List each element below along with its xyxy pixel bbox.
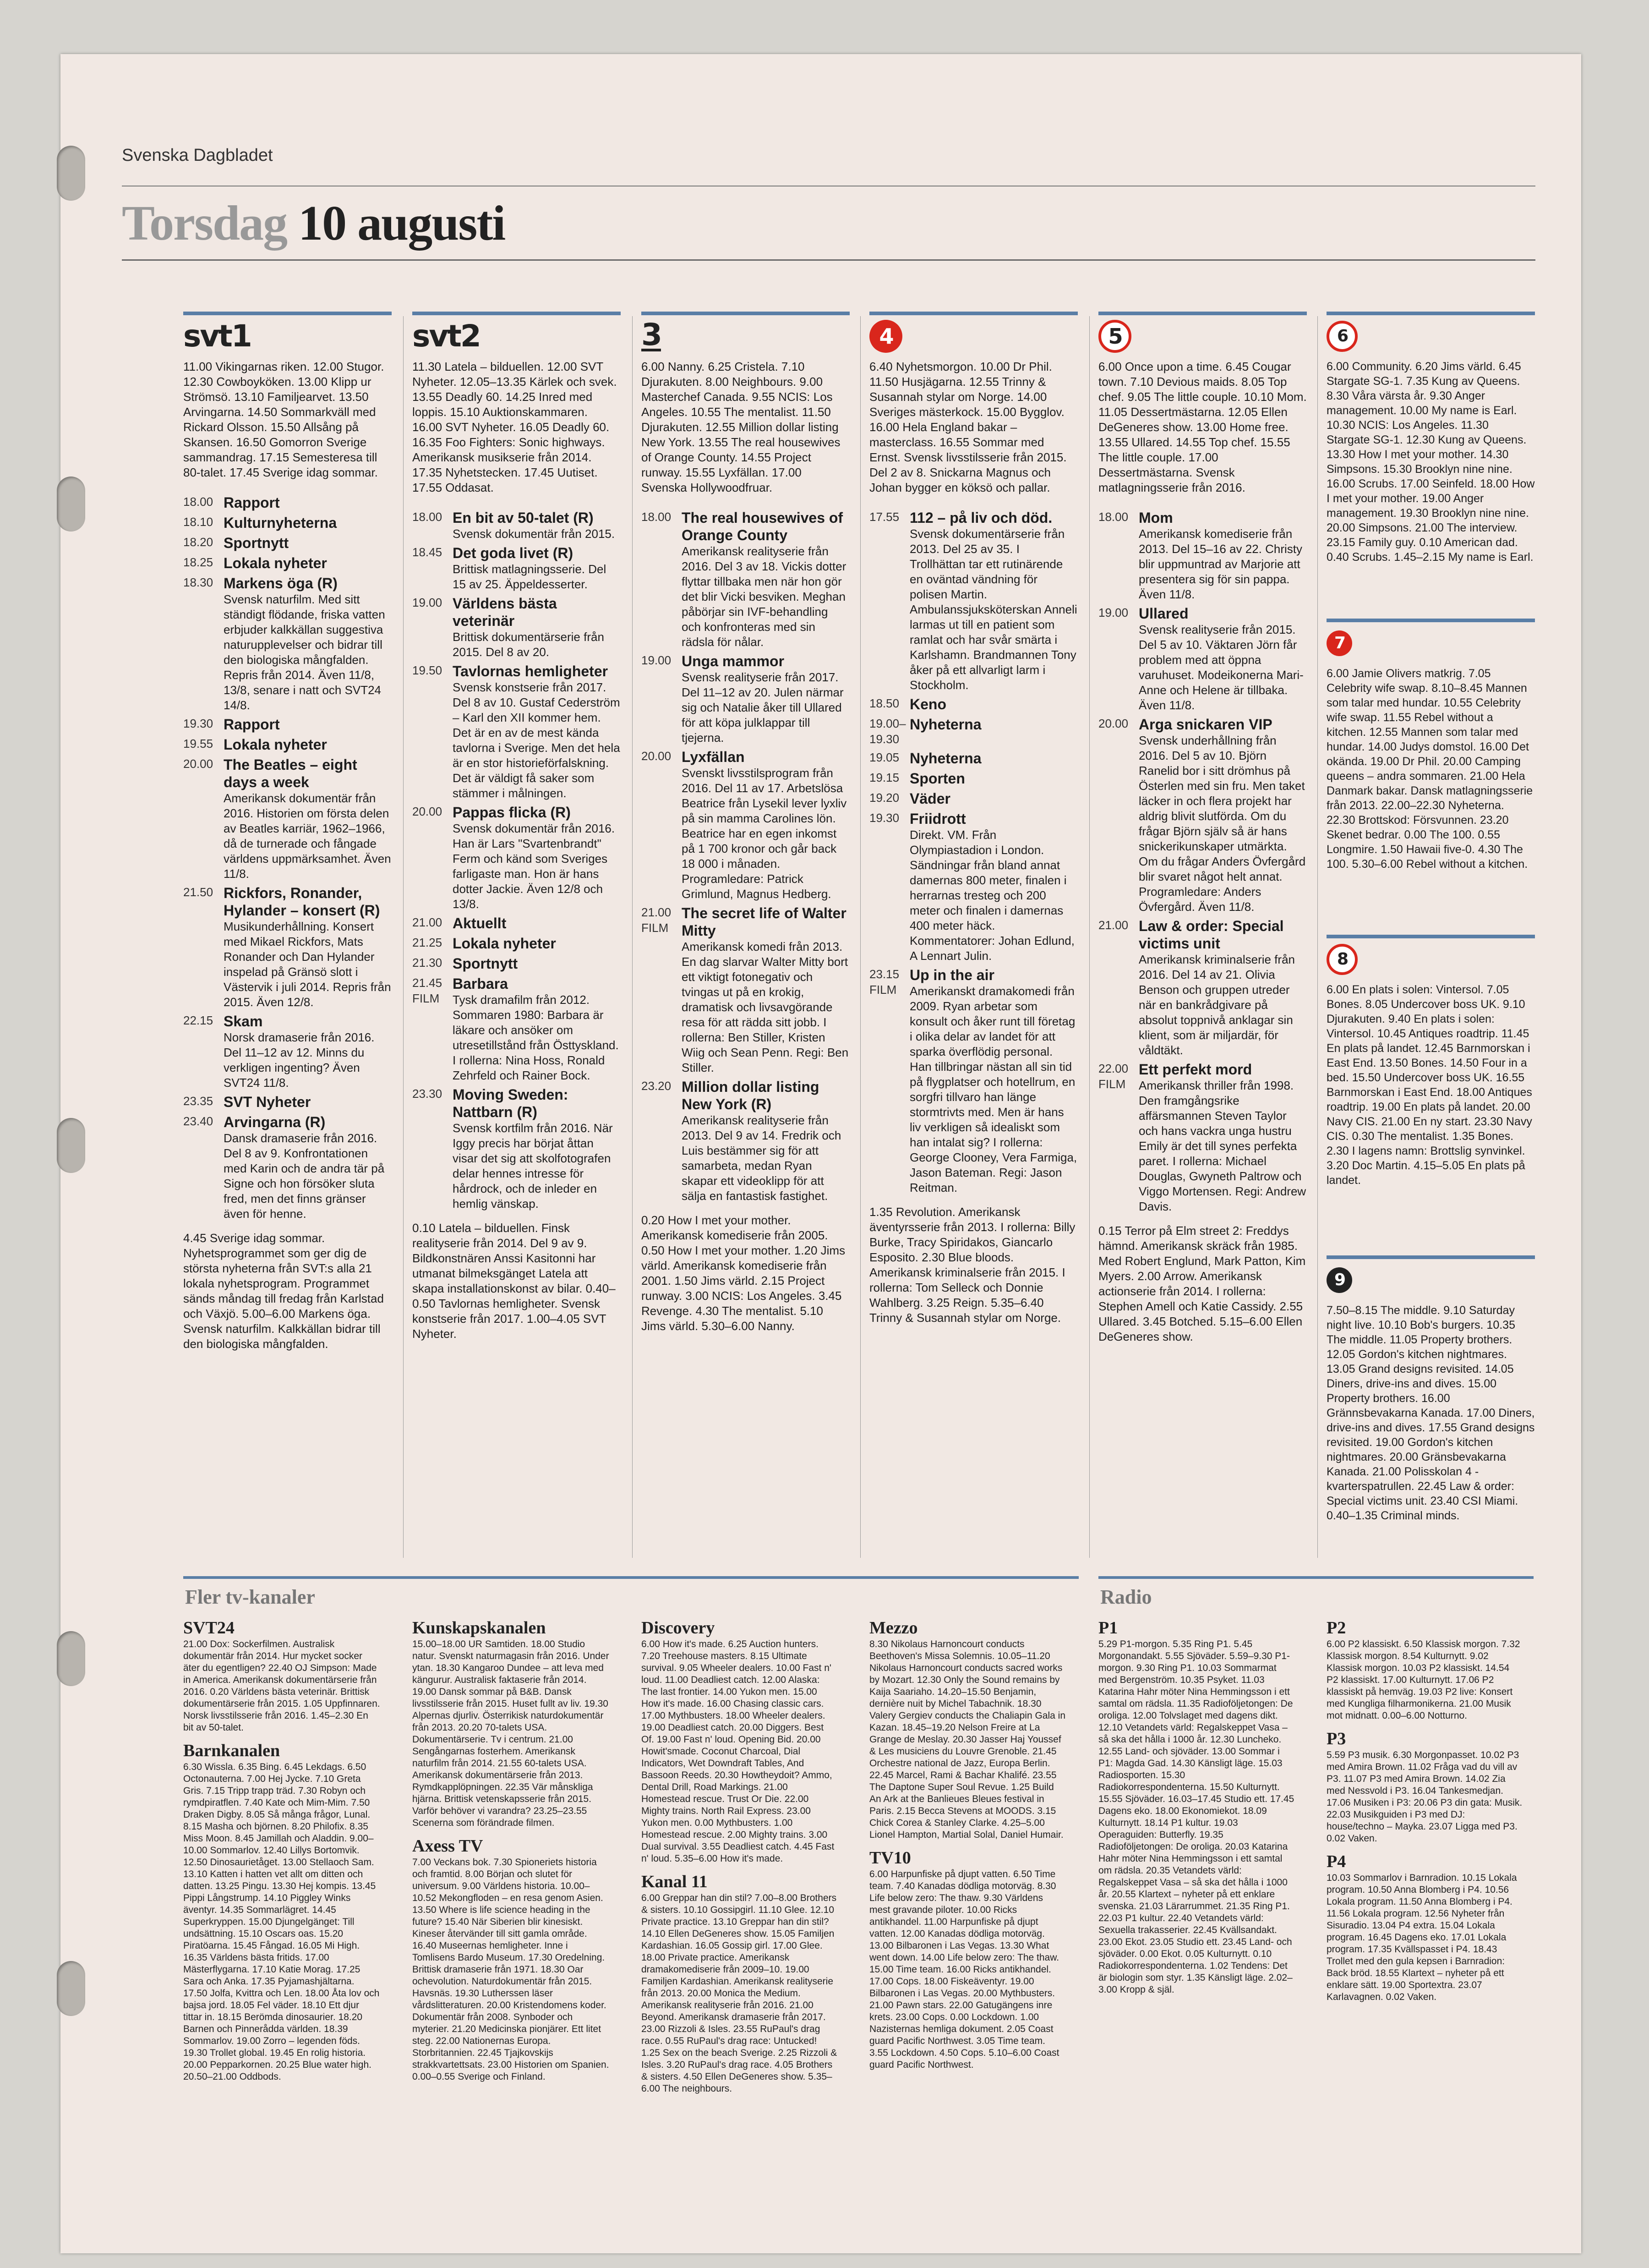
program-time: 19.30 bbox=[183, 717, 213, 730]
program-description: Musikunderhållning. Konsert med Mikael Rickfors, Mats Ronander och Dan Hylander inspelad på Gränsö slott i Västervik i juli 2014. Repris från 2015. Även 12/8. bbox=[224, 920, 391, 1009]
program-title: Nyheterna bbox=[910, 750, 982, 767]
channel-intro: 6.40 Nyhetsmorgon. 10.00 Dr Phil. 11.50 Husjägarna. 12.55 Trinny & Susannah stylar om Norge. 14.00 Sveriges mästerkock. 15.00 Bygglov. 16.00 Hela England bakar – masterclass. 16.55 Sommar med Ernst. Svensk livsstilsserie från 2015. Del 2 av 8. Snickarna Magnus och Johan bygger en köksö och pallar. bbox=[869, 360, 1067, 494]
channel-listing: 6.30 Wissla. 6.35 Bing. 6.45 Lekdags. 6.50 Octonauterna. 7.00 Hej Jycke. 7.10 Greta Gris. 7.15 Tripp trapp träd. 7.30 Robyn och rymdpiratflen. 7.40 Kate och Mim-Mim. 7.50 Draken Digby. 8.05 Så många frågor, Lunal. 8.15 Masha och björnen. 8.20 Philofix. 8.35 Miss Moon. 8.45 Jamillah och Aladdin. 9.00–10.00 Sommarlov. 12.40 Lillys Bortomvik. 12.50 Dinosaurietåget. 13.00 Stellaoch Sam. 13.10 Katten i hatten vet allt om ditten och datten. 13.25 Pingu. 13.30 Hej kompis. 13.45 Pippi Långstrump. 14.10 Piggley Winks äventyr. 14.35 Sommarlägret. 14.45 Superkryppen. 15.00 Djungelgänget: Till undsättning. 15.10 Oscars oas. 15.20 Piratöarna. 15.45 Fångad. 16.05 Mi High. 16.35 Världens bästa fritids. 17.00 Mästerflygarna. 17.10 Katie Morag. 17.25 Sara och Anka. 17.35 Pyjamashjältarna. 17.50 Jolfa, Kvittra och Len. 18.00 Åta lov och bajsa jord. 18.05 Fel väder. 18.10 Ett djur tittar in. 18.15 Berömda dinosaurier. 18.20 Barnen och Pinnerådda världen. 18.39 Sommarlov. 19.00 Zorro – legenden föds. 19.30 Trollet global. 19.45 En rolig historia. 20.00 Pepparkornen. 20.25 Blue water high. 20.50–21.00 Oddbods. bbox=[183, 1762, 380, 2082]
program-listing bbox=[641, 652, 850, 745]
program-title: Million dollar listing New York (R) bbox=[682, 1079, 819, 1112]
program-title: Pappas flicka (R) bbox=[453, 804, 571, 821]
channel-column bbox=[1327, 1255, 1535, 1537]
paper-name: Svenska Dagbladet bbox=[122, 146, 273, 165]
binder-hole bbox=[57, 1961, 85, 2016]
program-description: Amerikansk komedi från 2013. En dag slarvar Walter Mitty bort ett viktigt fotonegativ och tvingas ut på en krokig, dramatisk och livsavgörande resa för att rädda sitt jobb. I rollerna: Ben Stiller, Kristen Wiig och Sean Penn. Regi: Ben Stiller. bbox=[682, 940, 849, 1074]
page-title bbox=[122, 195, 505, 252]
program-time: 19.00 bbox=[1098, 606, 1129, 619]
channel-bar bbox=[641, 312, 850, 315]
program-listing bbox=[869, 810, 1078, 964]
program-time: 19.20 bbox=[869, 791, 900, 805]
program-description: Amerikansk kriminalserie från 2016. Del 14 av 21. Olivia Benson och gruppen utreder när en bankrådgivare på absolut toppnivå anklagar sin klient, som är miljardär, för våldtäkt. bbox=[1139, 953, 1295, 1057]
more-channels-bar bbox=[183, 1576, 1079, 1579]
channel-column bbox=[1327, 935, 1535, 1201]
program-listing bbox=[183, 534, 392, 552]
program-time: 19.00–19.30 bbox=[869, 717, 906, 746]
channel-bar bbox=[412, 312, 621, 315]
channel-logo: 3 bbox=[641, 317, 661, 352]
program-description: Svensk underhållning från 2016. Del 5 av 10. Björn Ranelid bor i sitt drömhus på Österlen med sin fru. Men taket läcker in och flera projekt har aldrig blivit slutförda. Om du frågar Björn själv så är hans snickerikunskaper utmärkta. Om du frågar Anders Övfergård blir svaret något helt annat. Programledare: Anders Övfergård. Även 11/8. bbox=[1139, 734, 1306, 914]
program-time: 18.00 bbox=[1098, 510, 1129, 524]
program-listing bbox=[412, 544, 621, 592]
binder-hole bbox=[57, 1118, 85, 1173]
channel-night-listing: 0.15 Terror på Elm street 2: Freddys hämnd. Amerikansk skräck från 1985. Med Robert Englund, Mark Patton, Kim Myers. 2.00 Arrow. Amerikansk actionserie från 2014. I rollerna: Stephen Amell och Katie Cassidy. 2.55 Ullared. 3.45 Botched. 5.15–6.00 Ellen DeGeneres show. bbox=[1098, 1224, 1306, 1343]
program-description: Svensk realityserie från 2017. Del 11–12 av 20. Julen närmar sig och Natalie åker till Ullared för att köpa julklappar till tjejerna. bbox=[682, 670, 844, 745]
program-time: 21.00 bbox=[1098, 918, 1129, 932]
program-time: 20.00 bbox=[412, 805, 442, 818]
program-description: Amerikansk komediserie från 2013. Del 15–16 av 22. Christy blir uppmuntrad av Marjorie att presentera sig för sin pappa. Även 11/8. bbox=[1139, 527, 1302, 601]
channel-bar bbox=[1327, 619, 1535, 622]
program-listing bbox=[412, 804, 621, 912]
channel-column bbox=[869, 312, 1078, 1567]
more-channels-column bbox=[183, 1618, 380, 2094]
radio-column bbox=[1327, 1618, 1523, 2014]
binder-hole bbox=[57, 146, 85, 201]
program-time: 21.45 FILM bbox=[412, 976, 442, 1005]
channel-column bbox=[1098, 312, 1307, 1567]
program-title: Arvingarna (R) bbox=[224, 1114, 326, 1130]
channel-intro: 6.00 Once upon a time. 6.45 Cougar town. 7.10 Devious maids. 8.05 Top chef. 9.05 The little couple. 10.10 Mom. 11.05 Dessertmästarna. 12.05 Ellen DeGeneres show. 13.00 Home free. 13.55 Ullared. 14.55 Top chef. 15.55 The little couple. 17.00 Dessertmästarna. Svensk matlagningsserie från 2016. bbox=[1098, 360, 1307, 494]
channel-name: Barnkanalen bbox=[183, 1741, 280, 1760]
program-description: Svensk dokumentär från 2016. Han är Lars "Svartenbrandt" Ferm och känd som Sveriges farligaste man. Hon är hans dotter Jackie. Även 12/8 och 13/8. bbox=[453, 822, 615, 911]
program-title: Ullared bbox=[1139, 605, 1189, 622]
program-time: 18.00 bbox=[641, 510, 672, 524]
channel-column bbox=[1327, 312, 1535, 578]
program-title: Det goda livet (R) bbox=[453, 545, 573, 561]
channel-name: Discovery bbox=[641, 1618, 715, 1638]
program-time: 19.30 bbox=[869, 811, 900, 825]
program-listing bbox=[1098, 1061, 1307, 1214]
program-listing bbox=[183, 1093, 392, 1111]
program-title: Aktuellt bbox=[453, 915, 507, 931]
program-time: 22.00 FILM bbox=[1098, 1062, 1129, 1091]
channel-logo: 6 bbox=[1327, 320, 1535, 353]
program-time: 21.00 bbox=[412, 915, 442, 929]
channel-name: Kanal 11 bbox=[641, 1872, 708, 1891]
program-description: Svensk realityserie från 2015. Del 5 av 10. Väktaren Jörn får problem med att öppna varuhuset. Modeikonerna Mari-Anne och Helene är tillbaka. Även 11/8. bbox=[1139, 623, 1304, 712]
program-time: 21.25 bbox=[412, 936, 442, 949]
channel-logo: svt1 bbox=[183, 318, 251, 354]
channel-listing: 6.00 How it's made. 6.25 Auction hunters. 7.20 Treehouse masters. 8.15 Ultimate survival. 9.05 Wheeler dealers. 10.00 Fast n' loud. 11.00 Deadliest catch. 12.00 Alaska: The last frontier. 14.00 Yukon men. 15.00 How it's made. 16.00 Chasing classic cars. 17.00 Mythbusters. 18.00 Wheeler dealers. 19.00 Deadliest catch. 20.00 Diggers. Best Of. 19.00 Fast n' loud. Opening Bid. 20.00 Howit'smade. Coconut Charcoal, Dial Indicators, Wet Downdraft Tables, And Bassoon Reeds. 20.30 Howtheydoit? Ammo, Dental Drill, Road Markings. 21.00 Homestead rescue. Trust Or Die. 22.00 Mighty trains. North Rail Express. 23.00 Yukon men. 0.00 Mythbusters. 1.00 Homestead rescue. 2.00 Mighty trains. 3.00 Dual survival. 3.55 Deadliest catch. 4.45 Fast n' loud. 5.35–6.00 How it's made. bbox=[641, 1639, 835, 1864]
program-title: Sportnytt bbox=[453, 955, 518, 972]
program-listing bbox=[412, 935, 621, 952]
program-description: Svensk kortfilm från 2016. När Iggy precis har börjat åttan visar det sig att skolfotografen delar hennes intresse för hårdrock, och de inleder en hemlig vänskap. bbox=[453, 1121, 613, 1211]
program-title: Rapport bbox=[224, 716, 280, 733]
program-listing bbox=[869, 750, 1078, 767]
channel-logo: 8 bbox=[1327, 943, 1535, 976]
program-time: 18.30 bbox=[183, 575, 213, 589]
program-time: 19.15 bbox=[869, 771, 900, 784]
program-listing bbox=[183, 514, 392, 531]
station-listing: 5.59 P3 musik. 6.30 Morgonpasset. 10.02 P3 med Amira Brown. 11.02 Fråga vad du vill av P3. 11.07 P3 med Amira Brown. 14.02 Zia med Nessvold i P3. 16.04 Tankesmedjan. 17.06 Musiken i P3: 20.06 P3 din gata: Musik. 22.03 Musikguiden i P3 med DJ: house/techno – Mayka. 23.07 Ligga med P3. 0.02 Vaken. bbox=[1327, 1750, 1523, 1844]
program-title: The secret life of Walter Mitty bbox=[682, 905, 846, 939]
program-time: 20.00 bbox=[1098, 717, 1129, 730]
program-time: 21.00 FILM bbox=[641, 905, 672, 935]
program-description: Amerikansk dokumentär från 2016. Historien om första delen av Beatles karriär, 1962–1966, då de turnerade och fångade världens uppmärksamhet. Även 11/8. bbox=[224, 791, 391, 881]
program-time: 19.00 bbox=[641, 653, 672, 667]
program-listing bbox=[183, 1013, 392, 1090]
channel-column bbox=[1327, 619, 1535, 885]
program-title: Tavlornas hemligheter bbox=[453, 663, 608, 679]
program-time: 23.20 bbox=[641, 1079, 672, 1093]
channel-night-listing: 0.10 Latela – bilduellen. Finsk realityserie från 2014. Del 9 av 9. Bildkonstnären Anssi Kasitonni har utmanat bilmeksgänget Latela att skapa installationskonst av bilar. 0.40–0.50 Tavlornas hemligheter. Svensk konstserie från 2017. 1.00–4.05 SVT Nyheter. bbox=[412, 1221, 616, 1341]
program-listing bbox=[869, 770, 1078, 787]
program-title: En bit av 50-talet (R) bbox=[453, 509, 594, 526]
channel-bar bbox=[1098, 312, 1307, 315]
program-description: Svensk naturfilm. Med sitt ständigt flödande, friska vatten erbjuder kalkkällan suggestiva naturupplevelser och bidrar till den biologiska mångfalden. Repris från 2014. Även 11/8, 13/8, senare i natt och SVT24 14/8. bbox=[224, 592, 385, 712]
channel-listing: 15.00–18.00 UR Samtiden. 18.00 Studio natur. Svenskt naturmagasin från 2016. Under ytan. 18.30 Kangaroo Dundee – att leva med kängurur. Australisk faktaserie från 2014. 19.00 Dansk sommar på B&B. Dansk livsstilsserie från 2015. Huset fullt av liv. 19.30 Alpernas djurliv. Österrikisk naturdokumentär från 2013. 20.20 70-talets USA. Dokumentärserie. Tv i centrum. 21.00 Sengångarnas fosterhem. Amerikansk naturfilm från 2014. 21.55 60-talets USA. Amerikansk dokumentärserie från 2013. Rymdkapplöpningen. 22.35 Vär månskliga hjärna. Brittisk vetenskapsserie från 2015. Varför behöver vi varandra? 23.25–23.55 Scenerna som förändrade filmen. bbox=[412, 1639, 609, 1828]
channel-logo: 4 bbox=[869, 320, 1078, 353]
program-title: Lokala nyheter bbox=[453, 935, 556, 952]
program-listing bbox=[869, 790, 1078, 807]
program-time: 20.00 bbox=[641, 749, 672, 763]
channel-name: TV10 bbox=[869, 1848, 911, 1868]
channel-bar bbox=[1327, 312, 1535, 315]
program-description: Svenskt livsstilsprogram från 2016. Del 11 av 17. Arbetslösa Beatrice från Lysekil lever lyxliv på sin mamma Carolines lön. Beatrice har en egen inkomst på 1 700 kronor och går back 18 000 i månaden. Programledare: Patrick Grimlund, Magnus Hedberg. bbox=[682, 766, 847, 901]
channel-bar bbox=[1327, 1255, 1535, 1259]
program-title: Sportnytt bbox=[224, 535, 289, 551]
channel-listing: 6.00 Community. 6.20 Jims värld. 6.45 Stargate SG-1. 7.35 Kung av Queens. 8.30 Våra värsta år. 9.30 Anger management. 10.00 My name is Earl. 10.30 NCIS: Los Angeles. 11.30 Stargate SG-1. 12.30 Kung av Queens. 13.30 How I met your mother. 14.30 Simpsons. 15.30 Brooklyn nine nine. 16.00 Scrubs. 17.00 Seinfeld. 18.00 How I met your mother. 19.00 Anger management. 19.30 Brooklyn nine nine. 20.00 Simpsons. 21.00 The interview. 23.15 Family guy. 0.10 American dad. 0.40 Scrubs. 1.45–2.15 My name is Earl. bbox=[1327, 360, 1535, 564]
program-listing bbox=[183, 716, 392, 733]
channel-bar bbox=[869, 312, 1078, 315]
channel-bar bbox=[183, 312, 392, 315]
column-divider bbox=[1317, 316, 1318, 1558]
program-title: Keno bbox=[910, 696, 946, 712]
column-divider bbox=[860, 316, 861, 1558]
more-channels-column bbox=[869, 1618, 1066, 2082]
binder-hole bbox=[57, 477, 85, 531]
program-description: Brittisk matlagningsserie. Del 15 av 25. Äppeldesserter. bbox=[453, 562, 606, 591]
channel-night-listing: 0.20 How I met your mother. Amerikansk komediserie från 2005. 0.50 How I met your mother. 1.20 Jims värld. Amerikansk komediserie från 2001. 1.50 Jims värld. 2.15 Project runway. 3.00 NCIS: Los Angeles. 3.45 Revenge. 4.30 The mentalist. 5.10 Jims värld. 5.30–6.00 Nanny. bbox=[641, 1213, 846, 1333]
channel-listing: 6.00 Jamie Olivers matkrig. 7.05 Celebrity wife swap. 8.10–8.45 Mannen som talar med hundar. 10.55 Celebrity wife swap. 11.55 Rebel without a kitchen. 12.55 Mannen som talar med hundar. 14.00 Judys domstol. 16.00 Det okända. 19.00 Dr Phil. 20.00 Camping queens – andra sommaren. 21.00 Hela Danmark bakar. Dansk matlagningsserie från 2013. 22.00–22.30 Nyheterna. 22.30 Brottskod: Försvunnen. 23.20 Skenet bedrar. 0.00 The 100. 0.55 Longmire. 1.50 Hawaii five-0. 4.30 The 100. 5.30–6.00 Rebel without a kitchen. bbox=[1327, 667, 1533, 871]
more-channels-title: Fler tv-kanaler bbox=[185, 1586, 315, 1608]
program-title: Law & order: Special victims unit bbox=[1139, 918, 1284, 952]
program-listing bbox=[183, 554, 392, 572]
program-listing bbox=[641, 748, 850, 902]
program-listing bbox=[1098, 917, 1307, 1058]
program-title: Lokala nyheter bbox=[224, 555, 327, 571]
program-description: Brittisk dokumentärserie från 2015. Del 8 av 20. bbox=[453, 630, 604, 659]
title-rule bbox=[122, 259, 1535, 261]
program-listing bbox=[412, 663, 621, 801]
program-listing bbox=[183, 884, 392, 1010]
channel-column bbox=[641, 312, 850, 1567]
program-title: 112 – på liv och död. bbox=[910, 509, 1053, 526]
program-listing bbox=[869, 966, 1078, 1195]
channel-intro: 11.30 Latela – bilduellen. 12.00 SVT Nyheter. 12.05–13.35 Kärlek och svek. 13.55 Deadly 60. 14.25 Inred med loppis. 15.10 Auktionskammaren. 16.00 SVT Nyheter. 16.05 Deadly 60. 16.35 Foo Fighters: Sonic highways. Amerikansk musikserie från 2014. 17.35 Nyhetstecken. 17.45 Uutiset. 17.55 Oddasat. bbox=[412, 360, 617, 494]
program-listing bbox=[183, 494, 392, 511]
column-divider bbox=[403, 316, 404, 1558]
channel-listing: 7.50–8.15 The middle. 9.10 Saturday night live. 10.10 Bob's burgers. 10.35 The middle. 11.05 Property brothers. 12.05 Gordon's kitchen nightmares. 13.05 Grand designs revisited. 14.05 Diners, drive-ins and dives. 15.00 Property brothers. 16.00 Grännsbevakarna Kanada. 17.00 Diners, drive-ins and dives. 17.55 Grand designs revisited. 19.00 Gordon's kitchen nightmares. 20.00 Gränsbevakarna Kanada. 21.00 Polisskolan 4 - kvarterspatrullen. 22.45 Law & order: Special victims unit. 23.40 CSI Miami. 0.40–1.35 Criminal minds. bbox=[1327, 1304, 1535, 1522]
channel-name: SVT24 bbox=[183, 1618, 235, 1638]
program-title: Moving Sweden: Nattbarn (R) bbox=[453, 1086, 568, 1120]
program-time: 23.15 FILM bbox=[869, 967, 900, 997]
channel-bar bbox=[1327, 935, 1535, 938]
channel-logo: 7 bbox=[1327, 627, 1535, 660]
program-time: 23.30 bbox=[412, 1087, 442, 1101]
program-title: Rickfors, Ronander, Hylander – konsert (R) bbox=[224, 885, 380, 919]
channel-listing: 6.00 Harpunfiske på djupt vatten. 6.50 Time team. 7.40 Kanadas dödliga motorväg. 8.30 Life below zero: The thaw. 9.30 Världens mest gravande piloter. 10.00 Ricks antikhandel. 11.00 Harpunfiske på djupt vatten. 12.00 Kanadas dödliga motorväg. 13.00 Bilbaronen i Las Vegas. 13.30 What went down. 14.00 Life below zero: The thaw. 15.00 Time team. 16.00 Ricks antikhandel. 17.00 Cops. 18.00 Fiskeäventyr. 19.00 Bilbaronen i Las Vegas. 20.00 Mythbusters. 21.00 Pawn stars. 22.00 Gatugängens inre krets. 23.00 Cops. 0.00 Lockdown. 1.00 Nazisternas hemliga dokument. 2.05 Coast guard Pacific Northwest. 3.05 Time team. 3.55 Lockdown. 4.50 Cops. 5.10–6.00 Coast guard Pacific Northwest. bbox=[869, 1869, 1059, 2070]
program-title: Ett perfekt mord bbox=[1139, 1061, 1252, 1078]
program-time: 18.25 bbox=[183, 555, 213, 569]
program-title: Sporten bbox=[910, 770, 965, 787]
program-listing bbox=[183, 736, 392, 753]
radio-bar bbox=[1098, 1576, 1534, 1579]
channel-logo: 5 bbox=[1098, 320, 1307, 353]
program-time: 18.50 bbox=[869, 696, 900, 710]
program-listing bbox=[183, 1113, 392, 1222]
channel-name: Kunskapskanalen bbox=[412, 1618, 546, 1638]
channel-listing: 8.30 Nikolaus Harnoncourt conducts Beethoven's Missa Solemnis. 10.05–11.20 Nikolaus Harnoncourt conducts sacred works by Mozart. 12.30 Only the Sound remains by Kaija Saariaho. 14.20–15.50 Benjamin, dernière nuit by Michel Tabachnik. 18.30 Valery Gergiev conducts the Chaliapin Gala in Kazan. 18.45–19.20 Nelson Freire at La Grange de Meslay. 20.30 Jasser Haj Youssef & Les musiciens du Louvre Grenoble. 21.45 Orchestre national de Jazz, Europa Berlin. 22.45 Marcel, Rami & Bachar Khalifé. 23.55 The Daptone Super Soul Revue. 1.25 Build An Ark at the Banlieues Bleues festival in Paris. 2.15 Becca Stevens at MOODS. 3.15 Chick Corea & Stanley Clarke. 4.25–5.00 Lionel Hampton, Martial Solal, Daniel Humair. bbox=[869, 1639, 1066, 1840]
program-description: Norsk dramaserie från 2016. Del 11–12 av 12. Minns du verkligen ingenting? Även SVT24 11/8. bbox=[224, 1030, 375, 1090]
program-listing bbox=[412, 975, 621, 1083]
program-listing bbox=[641, 904, 850, 1075]
program-listing bbox=[412, 509, 621, 542]
program-title: The real housewives of Orange County bbox=[682, 509, 843, 543]
program-listing bbox=[412, 1086, 621, 1211]
program-listing bbox=[183, 756, 392, 882]
program-description: Svensk dokumentär från 2015. bbox=[453, 527, 615, 541]
program-title: Arga snickaren VIP bbox=[1139, 716, 1272, 733]
channel-listing: 21.00 Dox: Sockerfilmen. Australisk dokumentär från 2014. Hur mycket socker äter du egentligen? 22.40 OJ Simpson: Made in America. Amerikansk dokumentärserie från 2016. 0.20 Världens bästa veterinär. Brittisk dokumentärserie från 2015. 1.05 Uppfinnaren. Norsk livsstilsserie från 2016. 1.45–2.30 En bit av 50-talet. bbox=[183, 1639, 380, 1733]
program-time: 18.00 bbox=[412, 510, 442, 524]
program-title: Nyheterna bbox=[910, 716, 982, 733]
program-description: Dansk dramaserie från 2016. Del 8 av 9. Konfrontationen med Karin och de andra tär på Signe och hon försöker sluta fred, men det finns gränser även för henne. bbox=[224, 1131, 385, 1221]
program-title: The Beatles – eight days a week bbox=[224, 756, 357, 790]
program-listing bbox=[412, 955, 621, 972]
program-time: 22.15 bbox=[183, 1013, 213, 1027]
program-time: 21.50 bbox=[183, 885, 213, 899]
program-listing bbox=[869, 696, 1078, 713]
channel-name: Axess TV bbox=[412, 1836, 483, 1856]
program-listing bbox=[869, 716, 1078, 747]
program-title: Barbara bbox=[453, 975, 508, 992]
more-channels-column bbox=[412, 1618, 609, 2094]
channel-listing: 6.00 Greppar han din stil? 7.00–8.00 Brothers & sisters. 10.10 Gossipgirl. 11.10 Glee. 12.10 Private practice. 13.10 Greppar han din stil? 14.10 Ellen DeGeneres show. 15.05 Familjen Kardashian. 16.05 Gossip girl. 17.00 Glee. 18.00 Private practice. Amerikansk dramakomediserie från 2009–10. 19.00 Familjen Kardashian. Amerikansk realityserie från 2013. 20.00 Monica the Medium. Amerikansk realityserie från 2016. 21.00 Beyond. Amerikansk dramaserie från 2017. 23.00 Rizzoli & Isles. 23.55 RuPaul's drag race. 0.55 RuPaul's drag race: Untucked! 1.25 Sex on the beach Sverige. 2.25 Rizzoli & Isles. 3.20 RuPaul's drag race. 4.05 Brothers & sisters. 4.50 Ellen DeGeneres show. 5.35–6.00 The neighbours. bbox=[641, 1893, 837, 2094]
program-listing bbox=[183, 575, 392, 713]
station-name: P1 bbox=[1098, 1618, 1118, 1638]
program-listing bbox=[1098, 716, 1307, 915]
program-title: Lokala nyheter bbox=[224, 736, 327, 753]
program-title: Mom bbox=[1139, 509, 1173, 526]
station-listing: 10.03 Sommarlov i Barnradion. 10.15 Lokala program. 10.50 Anna Blomberg i P4. 10.56 Lokala program. 11.50 Anna Blomberg i P4. 11.56 Lokala program. 12.56 Nyheter från Sisuradio. 13.04 P4 extra. 15.04 Lokala program. 16.45 Dagens eko. 17.01 Lokala program. 17.35 Kvällspasset i P4. 18.43 Trollet med den gula kepsen i Barnradion: Back bröd. 18.55 Klartext – nyheter på ett enklare sätt. 19.00 Sportextra. 23.07 Karlavagnen. 0.02 Vaken. bbox=[1327, 1873, 1517, 2002]
program-time: 18.00 bbox=[183, 495, 213, 509]
channel-name: Mezzo bbox=[869, 1618, 918, 1638]
program-description: Amerikansk thriller från 1998. Den framgångsrike affärsmannen Steven Taylor och hans vackra unga hustru Emily är det till synes perfekta paret. I rollerna: Michael Douglas, Gwyneth Paltrow och Viggo Mortensen. Regi: Andrew Davis. bbox=[1139, 1079, 1306, 1213]
program-time: 19.50 bbox=[412, 663, 442, 677]
program-time: 19.00 bbox=[412, 596, 442, 609]
channel-listing: 7.00 Veckans bok. 7.30 Spioneriets historia och framtid. 8.00 Början och slutet för universum. 9.00 Världens historia. 10.00–10.52 Mekongfloden – en resa genom Asien. 13.50 Where is life science heading in the future? 15.40 När Siberien blir kinesiskt. Kineser återvänder till sitt gamla område. 16.40 Museernas hemligheter. Inne i Tomlisens Bardo Museum. 17.30 Oredelning. Brittisk dramaserie från 1971. 18.30 Oar ochevolution. Naturdokumentär från 2015. Havsnäs. 19.30 Lutherssen läser vårdslitteraturen. 20.00 Kristendomens koder. Dokumentär från 2008. Synboder och myterier. 21.20 Medicinska pionjärer. Ett litet steg. 22.00 Nationernas Europa. Storbritannien. 22.45 Tjajkovskijs strakkvartettsats. 23.00 Historien om Spanien. 0.00–0.55 Sverige och Finland. bbox=[412, 1857, 609, 2082]
program-title: Up in the air bbox=[910, 967, 994, 983]
program-title: Kulturnyheterna bbox=[224, 515, 337, 531]
channel-logo: svt2 bbox=[412, 318, 480, 354]
program-listing bbox=[641, 509, 850, 650]
program-description: Direkt. VM. Från Olympiastadion i London. Sändningar från bland annat damernas 800 meter, finalen i herrarnas tresteg och 200 meter och finalen i damernas 400 meter häck. Kommentatorer: Johan Edlund, A Lennart Julin. bbox=[910, 828, 1075, 963]
program-time: 19.05 bbox=[869, 751, 900, 764]
program-listing bbox=[1098, 509, 1307, 602]
program-title: Markens öga (R) bbox=[224, 575, 338, 592]
program-listing bbox=[1098, 605, 1307, 713]
program-title: SVT Nyheter bbox=[224, 1094, 311, 1110]
binder-hole bbox=[57, 1631, 85, 1686]
program-title: Unga mammor bbox=[682, 653, 785, 669]
program-title: Friidrott bbox=[910, 811, 966, 827]
program-time: 18.20 bbox=[183, 535, 213, 549]
station-name: P2 bbox=[1327, 1618, 1346, 1638]
channel-column bbox=[412, 312, 621, 1567]
program-time: 20.00 bbox=[183, 757, 213, 771]
program-time: 18.45 bbox=[412, 545, 442, 559]
program-listing bbox=[412, 595, 621, 660]
column-divider bbox=[1089, 316, 1090, 1558]
station-name: P4 bbox=[1327, 1852, 1346, 1871]
program-time: 21.30 bbox=[412, 956, 442, 970]
channel-intro: 6.00 Nanny. 6.25 Cristela. 7.10 Djurakuten. 8.00 Neighbours. 9.00 Masterchef Canada. 9.55 NCIS: Los Angeles. 10.55 The mentalist. 11.50 Djurakuten. 12.55 Million dollar listing New York. 13.55 The real housewives of Orange County. 14.55 Project runway. 15.55 Lyxfällan. 17.00 Svenska Hollywoodfruar. bbox=[641, 360, 841, 494]
program-listing bbox=[641, 1078, 850, 1204]
station-listing: 5.29 P1-morgon. 5.35 Ring P1. 5.45 Morgonandakt. 5.55 Sjöväder. 5.59–9.30 P1-morgon. 9.30 Ring P1. 10.03 Sommarmat med Bergenström. 10.35 Psyket. 11.03 Katarina Hahr möter Nina Hemmingsson i ett samtal om rädsla. 11.35 Radioföljetongen: De oroliga. 12.00 Tolvslaget med dagens dikt. 12.10 Vetandets värld: Regalskeppet Vasa – så ska det hålla i 1000 år. 12.30 Luncheko. 12.55 Land- och sjöväder. 13.00 Sommar i P1: Magda Gad. 14.30 Känsligt läge. 15.03 Radiosporten. 15.30 Radiokorrespondenterna. 15.50 Kulturnytt. 15.55 Sjöväder. 16.03–17.45 Studio ett. 17.45 Dagens eko. 18.00 Ekonomiekot. 18.09 Kulturnytt. 18.14 P1 kultur. 19.03 Operaguiden: Butterfly. 19.35 Radioföljetongen: De oroliga. 20.03 Katarina Hahr möter Nina Hemmingsson i ett samtal om rädsla. 20.35 Vetandets värld: Regalskeppet Vasa – så ska det hålla i 1000 år. 20.55 Klartext – nyheter på ett enklare svenska. 21.03 Lärarrummet. 21.35 Ring P1. 22.03 P1 kultur. 22.40 Vetandets värld: Sexuella trakasserier. 22.45 Kvällsandakt. 23.00 Ekot. 23.05 Studio ett. 23.45 Land- och sjöväder. 0.00 Ekot. 0.05 Kulturnytt. 0.10 Radiokorrespondenterna. 1.02 Tendens: Det är biologin som styr. 1.35 Känsligt läge. 2.02–3.00 Kropp & själ. bbox=[1098, 1639, 1294, 1995]
radio-column bbox=[1098, 1618, 1295, 2007]
program-description: Svensk konstserie från 2017. Del 8 av 10. Gustaf Cederström – Karl den XII kommer hem. Det är en av de mest kända tavlorna i Sverige. Men det hela är en stor historieförfalskning. Det är väldigt få saker som stämmer i målningen. bbox=[453, 680, 620, 800]
program-description: Tysk dramafilm från 2012. Sommaren 1980: Barbara är läkare och ansöker om utresetillstånd från Östtyskland. I rollerna: Nina Hoss, Ronald Zehrfeld och Rainer Bock. bbox=[453, 993, 619, 1082]
program-time: 17.55 bbox=[869, 510, 900, 524]
more-channels-column bbox=[641, 1618, 838, 2106]
program-description: Svensk dokumentärserie från 2013. Del 25 av 35. I Trollhättan tar ett rutinärende en oväntad vändning för polisen Martin. Ambulanssjuksköterskan Anneli larmas ut till en patient som ramlat och har svår smärta i Karlshamn. Brandmannen Tony åker på ett allvarligt larm i Stockholm. bbox=[910, 527, 1077, 692]
program-title: Världens bästa veterinär bbox=[453, 595, 557, 629]
radio-title: Radio bbox=[1100, 1586, 1152, 1608]
channel-listing: 6.00 En plats i solen: Vintersol. 7.05 Bones. 8.05 Undercover boss UK. 9.10 Djurakuten. 9.40 En plats i solen: Vintersol. 10.45 Antiques roadtrip. 11.45 En plats på landet. 12.45 Barnmorskan i East End. 13.50 Bones. 14.50 Four in a bed. 15.50 Undercover boss UK. 16.55 Barnmorskan i East End. 18.00 Antiques roadtrip. 19.00 En plats på landet. 20.00 Navy CIS. 21.00 En ny start. 23.30 Navy CIS. 0.30 The mentalist. 1.35 Bones. 2.30 I lagens namn: Brottslig synvinkel. 3.20 Doc Martin. 4.15–5.05 En plats på landet. bbox=[1327, 983, 1532, 1187]
station-name: P3 bbox=[1327, 1729, 1346, 1748]
program-listing bbox=[412, 915, 621, 932]
program-listing bbox=[869, 509, 1078, 693]
channel-night-listing: 1.35 Revolution. Amerikansk äventyrsserie från 2013. I rollerna: Billy Burke, Tracy Spiridakos, Giancarlo Esposito. 2.30 Blue bloods. Amerikansk kriminalserie från 2015. I rollerna: Tom Selleck och Donnie Wahlberg. 3.25 Reign. 5.35–6.40 Trinny & Susannah stylar om Norge. bbox=[869, 1205, 1076, 1325]
program-description: Amerikansk realityserie från 2013. Del 9 av 14. Fredrik och Luis bestämmer sig för att samarbeta, medan Ryan skapar ett videoklipp för att sälja en fantastisk fastighet. bbox=[682, 1113, 841, 1203]
program-title: Väder bbox=[910, 790, 950, 807]
program-time: 23.35 bbox=[183, 1094, 213, 1108]
program-time: 23.40 bbox=[183, 1114, 213, 1128]
program-title: Lyxfällan bbox=[682, 749, 745, 765]
station-listing: 6.00 P2 klassiskt. 6.50 Klassisk morgon. 7.32 Klassisk morgon. 8.54 Kulturnytt. 9.02 Klassisk morgon. 10.03 P2 klassiskt. 14.54 P2 klassiskt. 17.00 Kulturnytt. 17.06 P2 klassiskt på hemväg. 19.03 P2 live: Konsert med Kungliga filharmonikerna. 21.00 Musik mot midnatt. 0.00–6.00 Notturno. bbox=[1327, 1639, 1520, 1721]
program-description: Amerikansk realityserie från 2016. Del 3 av 18. Vickis dotter flyttar tillbaka men när hon gör det blir Vicki besviken. Meghan påbörjar sin IVF-behandling och konfronteras med sin rädsla för nålar. bbox=[682, 544, 846, 649]
program-title: Rapport bbox=[224, 494, 280, 511]
date-label: 10 augusti bbox=[298, 196, 505, 251]
channel-logo: 9 bbox=[1327, 1264, 1535, 1297]
column-divider bbox=[632, 316, 633, 1558]
channel-night-listing: 4.45 Sverige idag sommar. Nyhetsprogrammet som ger dig de största nyheterna från SVT:s alla 21 lokala nyhetsprogram. Programmet sänds måndag till fredag från Karlstad och Växjö. 5.00–6.00 Markens öga. Svensk naturfilm. Kalkkällan bidrar till den biologiska mångfalden. bbox=[183, 1231, 384, 1351]
channel-intro: 11.00 Vikingarnas riken. 12.00 Stugor. 12.30 Cowboyköken. 13.00 Klipp ur Strömsö. 13.10 Familjearvet. 13.50 Arvingarna. 14.50 Sommarkväll med Rickard Olsson. 15.50 Allsång på Skansen. 16.50 Gomorron Sverige sammandrag. 17.15 Semesteresa till 80-talet. 17.45 Sverige idag sommar. bbox=[183, 360, 384, 479]
day-label: Torsdag bbox=[122, 196, 287, 251]
program-description: Amerikanskt dramakomedi från 2009. Ryan arbetar som konsult och åker runt till företag i olika delar av landet för att sparka överflödig personal. Han tillbringar nästan all sin tid på flygplatser och hotellrum, en sorgfri tillvaro han länge stormtrivts med. Men är hans liv verkligen så idealiskt som han intalat sig? I rollerna: George Clooney, Vera Farmiga, Jason Bateman. Regi: Jason Reitman. bbox=[910, 984, 1077, 1194]
program-time: 18.10 bbox=[183, 515, 213, 529]
program-title: Skam bbox=[224, 1013, 263, 1030]
program-time: 19.55 bbox=[183, 737, 213, 751]
channel-column bbox=[183, 312, 392, 1567]
